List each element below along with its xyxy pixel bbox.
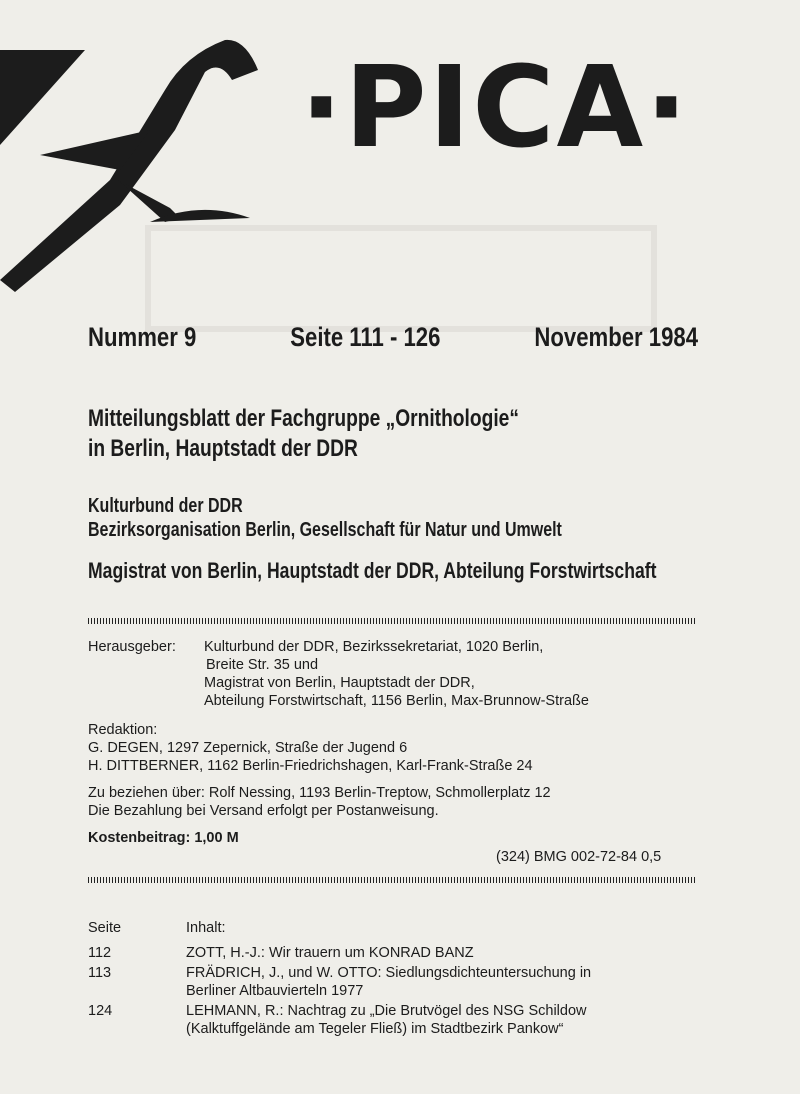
editor-line-1: G. DEGEN, 1297 Zepernick, Straße der Jugend 6 <box>88 740 408 756</box>
publisher-line-4: Abteilung Forstwirtschaft, 1156 Berlin, Max-Brunnow-Straße <box>204 693 589 709</box>
org-line-1: Kulturbund der DDR <box>88 495 243 517</box>
catalog-code: (324) BMG 002-72-84 0,5 <box>496 849 662 865</box>
toc-entry-line-1: ZOTT, H.-J.: Wir trauern um KONRAD BANZ <box>186 945 474 961</box>
publisher-block <box>88 638 589 710</box>
subtitle-line-1: Mitteilungsblatt der Fachgruppe „Ornithologie“ <box>88 405 519 432</box>
bird-logo-icon <box>0 30 300 300</box>
publisher-label: Herausgeber: <box>88 639 176 655</box>
toc-entry-line-2: Berliner Altbauvierteln 1977 <box>186 983 364 999</box>
order-line-2: Die Bezahlung bei Versand erfolgt per Postanweisung. <box>88 803 439 819</box>
table-of-contents <box>88 920 698 1040</box>
publisher-line-1: Kulturbund der DDR, Bezirkssekretariat, 1020 Berlin, <box>204 639 544 655</box>
org-line-3: Magistrat von Berlin, Hauptstadt der DDR, Abteilung Forstwirtschaft <box>88 558 657 583</box>
toc-entry-line-1: FRÄDRICH, J., und W. OTTO: Siedlungsdichteuntersuchung in <box>186 965 592 981</box>
toc-title-header: Inhalt: <box>186 920 226 936</box>
order-block <box>88 784 551 820</box>
divider-top <box>88 618 696 624</box>
toc-entry-title <box>186 964 698 1000</box>
organisation-block <box>88 494 562 542</box>
toc-header <box>88 920 698 936</box>
issue-date: November 1984 <box>534 322 699 352</box>
publisher-line-2: Breite Str. 35 und <box>206 657 319 673</box>
issue-info-row <box>88 322 698 353</box>
toc-entry-line-1: LEHMANN, R.: Nachtrag zu „Die Brutvögel des NSG Schildow <box>186 1003 587 1019</box>
order-line-1: Zu beziehen über: Rolf Nessing, 1193 Berlin-Treptow, Schmollerplatz 12 <box>88 785 551 801</box>
org-line-2: Bezirksorganisation Berlin, Gesellschaft für Natur und Umwelt <box>88 519 562 541</box>
publisher-line-3: Magistrat von Berlin, Hauptstadt der DDR, <box>204 675 475 691</box>
editor-line-2: H. DITTBERNER, 1162 Berlin-Friedrichshagen, Karl-Frank-Straße 24 <box>88 758 533 774</box>
toc-entry-page: 113 <box>88 965 112 981</box>
toc-entry-page: 124 <box>88 1003 113 1019</box>
subtitle-line-2: in Berlin, Hauptstadt der DDR <box>88 435 358 462</box>
editors-label: Redaktion: <box>88 722 158 738</box>
price: Kostenbeitrag: 1,00 M <box>88 830 239 846</box>
toc-entry-page: 112 <box>88 945 112 961</box>
toc-entry-title <box>186 944 698 962</box>
issue-pages: Seite 111 - 126 <box>290 322 441 352</box>
issue-number: Nummer 9 <box>88 322 197 352</box>
toc-entry-title <box>186 1002 698 1038</box>
toc-entry <box>88 944 698 962</box>
editors-block <box>88 721 533 775</box>
toc-entry <box>88 964 698 1000</box>
toc-page-header: Seite <box>88 920 122 936</box>
masthead-title: ·PICA· <box>300 43 690 173</box>
toc-entry-line-2: (Kalktuffgelände am Tegeler Fließ) im Stadtbezirk Pankow“ <box>186 1021 564 1037</box>
publication-subtitle <box>88 404 519 464</box>
divider-bottom <box>88 877 696 883</box>
toc-entry <box>88 1002 698 1038</box>
